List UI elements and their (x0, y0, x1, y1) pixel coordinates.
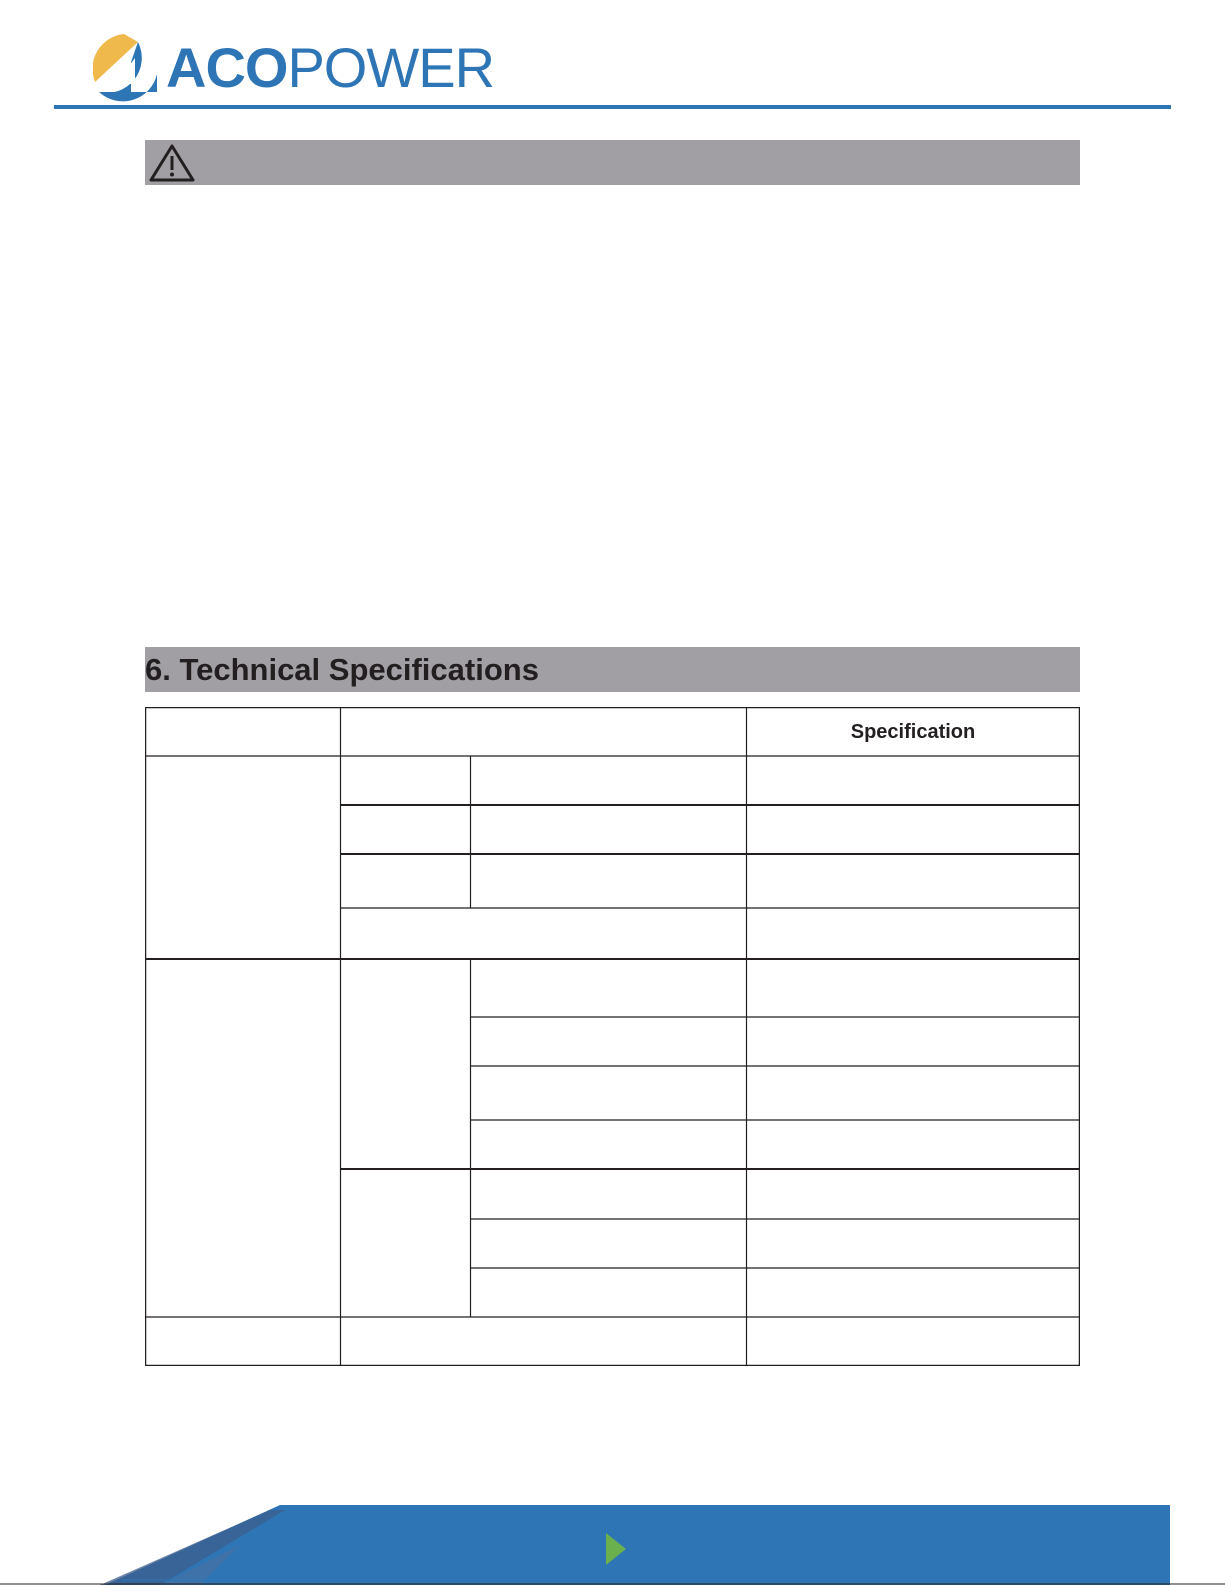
header-rule (54, 105, 1171, 109)
brand-wordmark: ACOPOWER (166, 36, 495, 99)
warning-bar (145, 140, 1080, 185)
section-title: 6. Technical Specifications (145, 652, 539, 687)
spec-table (145, 707, 1080, 1366)
footer-band (0, 1505, 1225, 1585)
warning-triangle-icon (148, 142, 196, 184)
spec-table-header-specification: Specification (850, 721, 976, 743)
